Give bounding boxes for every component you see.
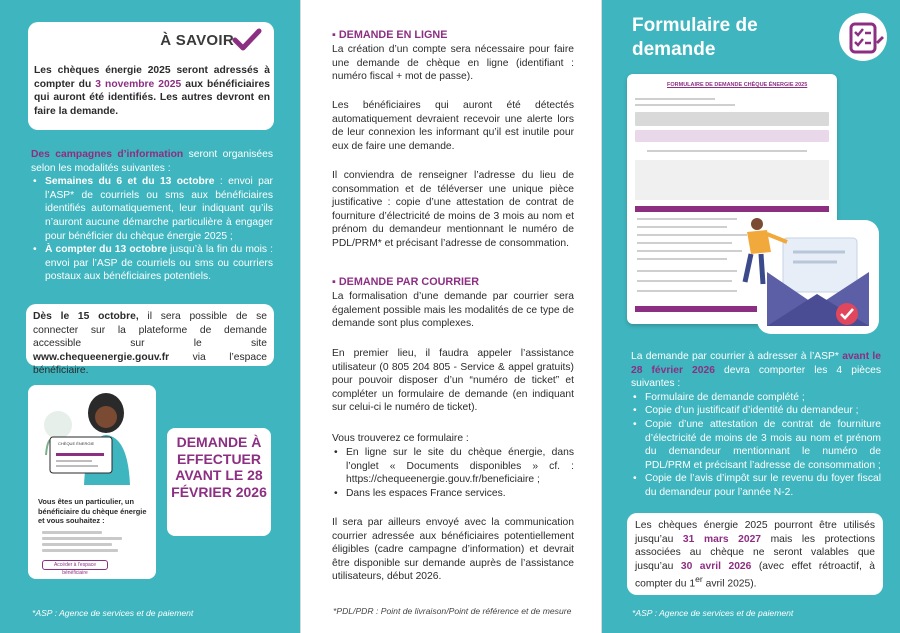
campaigns-section <box>31 148 273 284</box>
list-item: • Semaines du 6 et du 13 octobre : envoi par l’ASP* de courriels ou sms aux bénéficiaires identifiés automatiquement, leur indiquant qu’ils n’auront aucune démarche particulière à engager pour bénéficier du chèque énergie 2025 ; <box>31 175 273 243</box>
footnote-pdl: *PDL/PDR : Point de livraison/Point de référence et de mesure <box>333 606 572 616</box>
footnote-asp-right: *ASP : Agence de services et de paiement <box>632 608 794 618</box>
form-block <box>635 160 829 200</box>
placeholder-line <box>42 543 112 546</box>
envelope-icon <box>737 202 887 342</box>
person-icon <box>28 385 156 485</box>
form-line <box>637 270 737 272</box>
cheque-label: CHÈQUE ÉNERGIE <box>58 441 95 446</box>
online-p3: Il conviendra de renseigner l’adresse du lieu de consommation et de téléverser une unique pièce justificative : copie d’une attestation de contrat de fourniture d’électricité de moins de 3 mois au nom et prénom du demandeur mentionnant le numéro de PDL/PRM* et précisant l’adresse de consommation. <box>332 170 574 249</box>
campaigns-intro: Des campagnes d’information seront organisées selon les modalités suivantes : <box>31 149 273 174</box>
online-p2: Les bénéficiaires qui auront été détectés automatiquement devraient recevoir une alerte lors de leur connexion les informant qu’il est inutile pour eux de faire une demande. <box>332 100 574 152</box>
distribution-date: 3 novembre 2025 <box>95 78 182 90</box>
mail-p3: Vous trouverez ce formulaire : <box>332 433 469 444</box>
form-section-title: Formulaire de demande <box>632 15 758 60</box>
beneficiary-illustration <box>28 385 156 579</box>
form-preview-title: FORMULAIRE DE DEMANDE CHÈQUE ÉNERGIE 2025 <box>667 82 808 88</box>
deadline-box <box>167 428 271 536</box>
form-line <box>637 280 732 282</box>
list-item: • Copie d’un justificatif d’identité du demandeur ; <box>631 404 881 418</box>
deadline-text: DEMANDE À EFFECTUER AVANT LE 28 FÉVRIER 2026 <box>171 434 267 500</box>
form-checklist-icon <box>838 12 888 62</box>
campaigns-list <box>31 175 273 284</box>
placeholder-line <box>42 531 102 534</box>
mail-p4: Il sera par ailleurs envoyé avec la communication courrier adressée aux bénéficiaires potentiellement éligibles (cadre campagne d’information) et devrait être disponible sur demande auprès de l’assistance utilisateurs, début 2026. <box>332 517 574 583</box>
illustration-headline: Vous êtes un particulier, un bénéficiaire du chèque énergie et vous souhaitez : <box>38 497 147 525</box>
site-link[interactable]: www.chequeenergie.gouv.fr <box>33 351 170 363</box>
mail-p2: En premier lieu, il faudra appeler l’assistance utilisateur (0 805 204 805 - Service & appel gratuits) pour pouvoir disposer d’un “numéro de ticket” et compléter un formulaire de demande (en indiquant sur celui-ci le numéro de ticket). <box>332 348 574 414</box>
footnote-asp-left: *ASP : Agence de services et de paiement <box>32 608 194 618</box>
form-line <box>637 226 727 228</box>
mail-p1: La formalisation d’une demande par courrier sera également possible mais les modalités de ce type de demande sont plus complexes. <box>332 291 574 330</box>
list-item: • En ligne sur le site du chèque énergie, dans l’onglet « Documents disponibles » cf. : https://chequeenergie.gouv.fr/beneficiaire ; <box>332 446 574 487</box>
beneficiary-space-button[interactable]: Accéder à l'espace bénéficiaire <box>42 560 108 570</box>
required-documents-list <box>631 391 881 500</box>
form-line <box>637 218 737 220</box>
form-sources-list <box>332 446 574 500</box>
list-item: • Dans les espaces France services. <box>332 487 574 501</box>
form-line <box>637 250 742 252</box>
mail-request-title: ▪ DEMANDE PAR COURRIER <box>332 276 479 288</box>
mail-requirements: La demande par courrier à adresser à l’ASP* avant le 28 février 2026 devra comporter les 4 pièces suivantes : • Formulaire de demande complété ; • Copie d’un justificatif d’identité du demandeur ; • Copie d’une attestation de contrat de fourniture d’électricité de moins de 3 mois au nom et prénom du demandeur mentionnant le numéro de PDL/PRM et précisant l’adresse de consommation ; • Copie de l’avis d’impôt sur le revenu du foyer fiscal du demandeur pour l’année N-2. <box>631 350 881 500</box>
a-savoir-title: À SAVOIR <box>160 32 234 49</box>
platform-open-box: Dès le 15 octobre, il sera possible de se connecter sur la plateforme de demande accessible sur le site www.chequeenergie.gouv.fr via l’espace bénéficiaire. <box>26 304 274 366</box>
a-savoir-text: Les chèques énergie 2025 seront adressés à compter du 3 novembre 2025 aux bénéficiaires qui auront été identifiés. Les autres devront en faire la demande. <box>34 65 270 117</box>
online-p1: La création d’un compte sera nécessaire pour faire une demande de chèque en ligne (identifiant : numéro fiscal + mot de passe). <box>332 44 574 83</box>
form-line <box>647 150 807 152</box>
list-item: • Copie d’une attestation de contrat de fourniture d’électricité de moins de 3 mois au nom et prénom du demandeur mentionnant le numéro de PDL/PRM et précisant l’adresse de consommation ; <box>631 418 881 472</box>
check-icon <box>232 28 262 52</box>
form-line <box>635 104 735 106</box>
form-line <box>637 242 732 244</box>
placeholder-line <box>42 537 122 540</box>
form-block <box>635 112 829 126</box>
placeholder-line <box>42 549 118 552</box>
form-line <box>637 290 737 292</box>
list-item: • Formulaire de demande complété ; <box>631 391 881 405</box>
list-item: • À compter du 13 octobre jusqu’à la fin du mois : envoi par l’ASP de courriels ou sms ou courriers postaux aux bénéficiaires potentiels. <box>31 243 273 284</box>
form-line <box>637 258 727 260</box>
mail-deadline: avant le 28 février 2026 <box>631 351 881 376</box>
a-savoir-box <box>28 22 274 130</box>
list-item: • Copie de l’avis d’impôt sur le revenu du foyer fiscal du demandeur pour l’année N-2. <box>631 472 881 499</box>
form-line <box>635 98 715 100</box>
form-block <box>635 130 829 142</box>
form-line <box>637 234 747 236</box>
online-request-title: ▪ DEMANDE EN LIGNE <box>332 29 448 41</box>
validity-box: Les chèques énergie 2025 pourront être utilisés jusqu’au 31 mars 2027 mais les protections associées au chèque ne seront valables que jusqu’au 30 avril 2026 (avec effet rétroactif, à compter du 1er avril 2025). <box>627 513 883 595</box>
